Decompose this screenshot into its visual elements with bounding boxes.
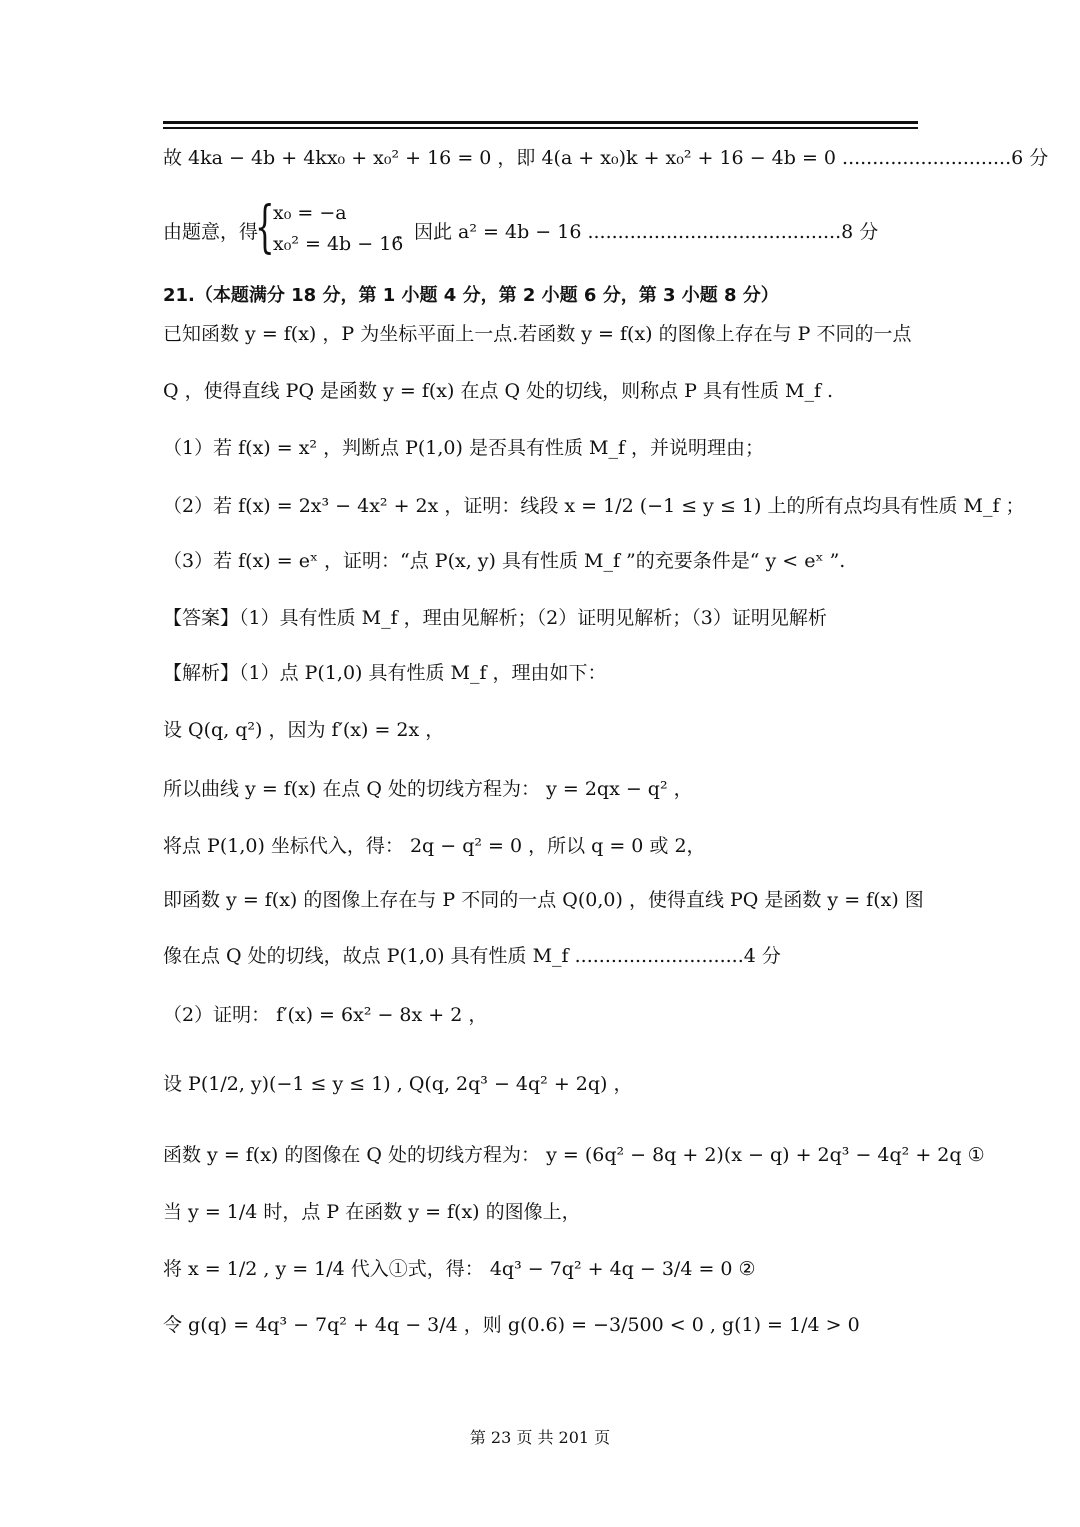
system-conclusion: ，因此 a² = 4b − 16 ..........................................8 分 xyxy=(395,221,879,243)
text-line-6: （2）若 f(x) = 2x³ − 4x² + 2x ，证明：线段 x = 1/2 (−1 ≤ y ≤ 1) 上的所有点均具有性质 M_f ； xyxy=(163,495,1025,517)
system-row-2: x₀² = 4b − 16 xyxy=(273,233,404,255)
system-row-1: x₀ = −a xyxy=(273,202,347,224)
text-line-13: 即函数 y = f(x) 的图像上存在与 P 不同的一点 Q(0,0) ，使得直线 PQ 是函数 y = f(x) 图 xyxy=(163,889,924,911)
text-line-19: 将 x = 1/2 , y = 1/4 代入①式，得： 4q³ − 7q² + 4q − 3/4 = 0 ② xyxy=(163,1258,756,1280)
question-heading: 21.（本题满分 18 分，第 1 小题 4 分，第 2 小题 6 分，第 3 小题 8 分） xyxy=(163,285,779,306)
text-line-3: 已知函数 y = f(x) ，P 为坐标平面上一点.若函数 y = f(x) 的图像上存在与 P 不同的一点 xyxy=(163,323,912,345)
text-line-7: （3）若 f(x) = eˣ ，证明：“点 P(x, y) 具有性质 M_f ”的充要条件是“ y < eˣ ”. xyxy=(163,550,846,572)
text-line-11: 所以曲线 y = f(x) 在点 Q 处的切线方程为： y = 2qx − q² ， xyxy=(163,778,693,800)
text-line-20: 令 g(q) = 4q³ − 7q² + 4q − 3/4 ，则 g(0.6) = −3/500 < 0 , g(1) = 1/4 > 0 xyxy=(163,1314,860,1336)
page-number: 第 23 页 共 201 页 xyxy=(469,1428,611,1447)
answer-line: 【答案】（1）具有性质 M_f ，理由见解析；（2）证明见解析；（3）证明见解析 xyxy=(163,607,827,629)
text-line-10: 设 Q(q, q²) ，因为 f′(x) = 2x ， xyxy=(163,719,445,741)
analysis-line: 【解析】（1）点 P(1,0) 具有性质 M_f ，理由如下： xyxy=(163,662,607,684)
text-line-5: （1）若 f(x) = x² ，判断点 P(1,0) 是否具有性质 M_f ，并说明理由； xyxy=(163,437,765,459)
text-line-1: 故 4ka − 4b + 4kx₀ + x₀² + 16 = 0 ，即 4(a + x₀)k + x₀² + 16 − 4b = 0 ............................6 分 xyxy=(163,147,1049,169)
text-line-14: 像在点 Q 处的切线，故点 P(1,0) 具有性质 M_f ............................4 分 xyxy=(163,945,781,967)
text-line-16: 设 P(1/2, y)(−1 ≤ y ≤ 1) , Q(q, 2q³ − 4q² + 2q) ， xyxy=(163,1073,633,1095)
text-line-17: 函数 y = f(x) 的图像在 Q 处的切线方程为： y = (6q² − 8q + 2)(x − q) + 2q³ − 4q² + 2q ① xyxy=(163,1144,985,1166)
text-line-15: （2）证明： f′(x) = 6x² − 8x + 2 ， xyxy=(163,1004,488,1026)
brace: { xyxy=(255,195,275,260)
text-line-18: 当 y = 1/4 时，点 P 在函数 y = f(x) 的图像上， xyxy=(163,1201,581,1223)
header-rule-bottom xyxy=(163,127,918,129)
header-rule-top xyxy=(163,121,918,124)
system-label: 由题意，得 xyxy=(163,221,259,243)
text-line-12: 将点 P(1,0) 坐标代入，得： 2q − q² = 0 ，所以 q = 0 或 2， xyxy=(163,835,706,857)
text-line-4: Q ，使得直线 PQ 是函数 y = f(x) 在点 Q 处的切线，则称点 P 具有性质 M_f . xyxy=(163,380,834,402)
